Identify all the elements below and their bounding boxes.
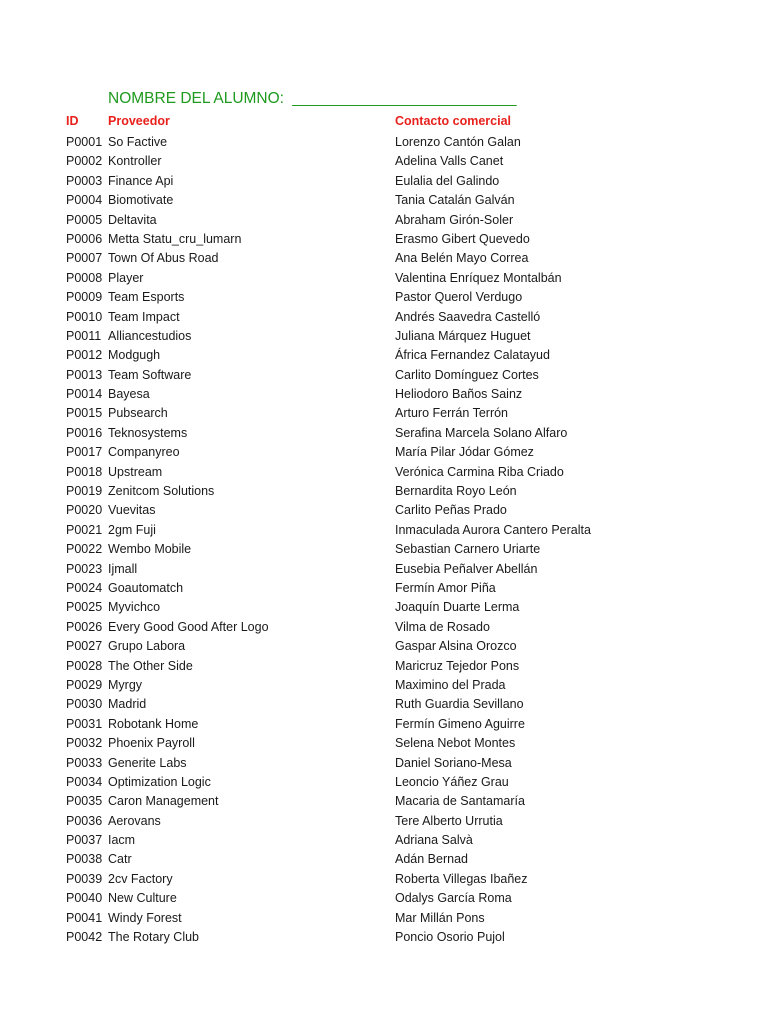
row-id: P0001 [66, 135, 103, 149]
row-proveedor: Grupo Labora [108, 639, 186, 654]
row-contacto: Pastor Querol Verdugo [395, 290, 523, 305]
row-proveedor: Team Esports [108, 290, 185, 305]
row-proveedor: So Factive [108, 135, 168, 149]
row-proveedor: Caron Management [108, 794, 219, 809]
row-id: P0014 [66, 387, 103, 402]
table-row [0, 909, 768, 928]
table-row [0, 734, 768, 753]
row-id: P0032 [66, 736, 103, 751]
table-row [0, 327, 768, 346]
row-proveedor: Metta Statu_cru_lumarn [108, 231, 242, 246]
table-row [0, 366, 768, 385]
row-proveedor: Team Impact [108, 309, 180, 324]
table-row [0, 463, 768, 482]
row-id: P0036 [66, 813, 103, 828]
table-row [0, 443, 768, 462]
row-proveedor: Vuevitas [108, 503, 156, 518]
row-proveedor: Zenitcom Solutions [108, 484, 215, 499]
student-name-line [108, 90, 516, 108]
table-row [0, 385, 768, 404]
row-contacto: Sebastian Carnero Uriarte [395, 542, 541, 557]
table-header [0, 114, 768, 133]
table-row [0, 792, 768, 811]
row-proveedor: Teknosystems [108, 425, 188, 440]
row-proveedor: Goautomatch [108, 580, 184, 595]
row-id: P0022 [66, 542, 103, 557]
table-row [0, 288, 768, 307]
row-id: P0030 [66, 697, 103, 712]
row-contacto: Daniel Soriano-Mesa [395, 755, 512, 770]
header-contacto: Contacto comercial [395, 114, 512, 128]
table-row [0, 172, 768, 191]
table-row [0, 870, 768, 889]
table-row [0, 424, 768, 443]
table-row [0, 889, 768, 908]
row-id: P0006 [66, 231, 103, 246]
table-row [0, 404, 768, 423]
row-proveedor: Phoenix Payroll [108, 736, 195, 751]
table-row [0, 831, 768, 850]
row-proveedor: Town Of Abus Road [108, 251, 219, 266]
row-contacto: Eusebia Peñalver Abellán [395, 561, 538, 576]
row-id: P0035 [66, 794, 103, 809]
row-contacto: Lorenzo Cantón Galan [395, 135, 521, 149]
table-row [0, 269, 768, 288]
row-contacto: Valentina Enríquez Montalbán [395, 270, 562, 285]
table-row [0, 191, 768, 210]
row-id: P0026 [66, 619, 103, 634]
row-contacto: Ruth Guardia Sevillano [395, 697, 524, 712]
table-row [0, 657, 768, 676]
row-contacto: Tere Alberto Urrutia [395, 813, 503, 828]
row-proveedor: Alliancestudios [108, 328, 192, 343]
table-row [0, 521, 768, 540]
row-proveedor: Deltavita [108, 212, 157, 227]
header-proveedor: Proveedor [108, 114, 170, 128]
row-proveedor: Generite Labs [108, 755, 187, 770]
table-row [0, 637, 768, 656]
student-name-blank: __________________________ [292, 90, 517, 107]
row-proveedor: Optimization Logic [108, 774, 211, 789]
row-id: P0010 [66, 309, 103, 324]
row-id: P0012 [66, 348, 103, 363]
row-contacto: Eulalia del Galindo [395, 173, 500, 188]
row-contacto: Macaria de Santamaría [395, 794, 525, 809]
row-proveedor: Aerovans [108, 813, 161, 828]
table-row [0, 152, 768, 171]
row-proveedor: Bayesa [108, 387, 150, 402]
row-proveedor: 2gm Fuji [108, 522, 156, 537]
table-row [0, 249, 768, 268]
row-contacto: Fermín Gimeno Aguirre [395, 716, 525, 731]
row-id: P0038 [66, 852, 103, 867]
row-id: P0020 [66, 503, 103, 518]
row-contacto: Fermín Amor Piña [395, 580, 496, 595]
row-contacto: Selena Nebot Montes [395, 736, 516, 751]
row-proveedor: Finance Api [108, 173, 174, 188]
row-proveedor: Player [108, 270, 144, 285]
table-row [0, 928, 768, 947]
table-row [0, 482, 768, 501]
row-contacto: Tania Catalán Galván [395, 193, 515, 208]
row-id: P0034 [66, 774, 103, 789]
row-id: P0028 [66, 658, 103, 673]
row-contacto: Gaspar Alsina Orozco [395, 639, 517, 654]
row-contacto: Arturo Ferrán Terrón [395, 406, 509, 421]
row-id: P0029 [66, 677, 103, 692]
student-name-label: NOMBRE DEL ALUMNO: [108, 90, 284, 107]
row-contacto: Mar Millán Pons [395, 910, 485, 925]
row-proveedor: Iacm [108, 833, 136, 848]
row-id: P0031 [66, 716, 103, 731]
row-id: P0037 [66, 833, 103, 848]
header-id: ID [66, 114, 79, 128]
table-row [0, 560, 768, 579]
row-contacto: Maximino del Prada [395, 677, 506, 692]
table-row [0, 676, 768, 695]
row-id: P0015 [66, 406, 103, 421]
row-proveedor: Pubsearch [108, 406, 168, 421]
row-contacto: Maricruz Tejedor Pons [395, 658, 520, 673]
table-row [0, 579, 768, 598]
row-proveedor: The Rotary Club [108, 930, 200, 945]
row-id: P0016 [66, 425, 103, 440]
table-row [0, 773, 768, 792]
row-contacto: Vilma de Rosado [395, 619, 490, 634]
row-proveedor: Every Good Good After Logo [108, 619, 269, 634]
row-proveedor: The Other Side [108, 658, 193, 673]
row-id: P0011 [66, 328, 102, 343]
row-contacto: Adán Bernad [395, 852, 468, 867]
row-contacto: Ana Belén Mayo Correa [395, 251, 529, 266]
row-proveedor: Madrid [108, 697, 147, 712]
row-id: P0019 [66, 484, 103, 499]
row-id: P0021 [66, 522, 103, 537]
row-id: P0042 [66, 930, 103, 945]
row-contacto: Adriana Salvà [395, 833, 473, 848]
row-contacto: Adelina Valls Canet [395, 154, 504, 169]
table-row [0, 346, 768, 365]
table-row [0, 812, 768, 831]
row-id: P0018 [66, 464, 103, 479]
row-proveedor: Ijmall [108, 561, 138, 576]
row-proveedor: Robotank Home [108, 716, 199, 731]
table-row [0, 230, 768, 249]
row-id: P0033 [66, 755, 103, 770]
row-proveedor: Kontroller [108, 154, 162, 169]
row-contacto: María Pilar Jódar Gómez [395, 445, 534, 460]
row-proveedor: 2cv Factory [108, 871, 173, 886]
row-id: P0008 [66, 270, 103, 285]
row-id: P0023 [66, 561, 103, 576]
table-row [0, 211, 768, 230]
table-row [0, 618, 768, 637]
row-proveedor: Companyreo [108, 445, 180, 460]
row-id: P0003 [66, 173, 103, 188]
row-contacto: Carlito Domínguez Cortes [395, 367, 539, 382]
row-contacto: África Fernandez Calatayud [395, 348, 550, 363]
row-proveedor: Upstream [108, 464, 163, 479]
row-contacto: Abraham Girón-Soler [395, 212, 514, 227]
row-contacto: Heliodoro Baños Sainz [395, 387, 523, 402]
row-proveedor: Catr [108, 852, 132, 867]
row-contacto: Roberta Villegas Ibañez [395, 871, 528, 886]
table-row [0, 308, 768, 327]
row-id: P0007 [66, 251, 103, 266]
row-proveedor: Modgugh [108, 348, 161, 363]
row-contacto: Leoncio Yáñez Grau [395, 774, 509, 789]
row-id: P0040 [66, 891, 103, 906]
row-proveedor: Wembo Mobile [108, 542, 192, 557]
row-id: P0004 [66, 193, 103, 208]
row-id: P0024 [66, 580, 103, 595]
row-contacto: Juliana Márquez Huguet [395, 328, 531, 343]
row-contacto: Poncio Osorio Pujol [395, 930, 505, 945]
row-id: P0039 [66, 871, 103, 886]
row-contacto: Inmaculada Aurora Cantero Peralta [395, 522, 591, 537]
row-proveedor: Myrgy [108, 677, 143, 692]
row-id: P0027 [66, 639, 103, 654]
row-id: P0009 [66, 290, 103, 305]
row-id: P0025 [66, 600, 103, 615]
table-row [0, 540, 768, 559]
table-row [0, 598, 768, 617]
row-proveedor: Windy Forest [108, 910, 182, 925]
row-proveedor: New Culture [108, 891, 177, 906]
row-contacto: Erasmo Gibert Quevedo [395, 231, 530, 246]
row-proveedor: Biomotivate [108, 193, 174, 208]
row-contacto: Joaquín Duarte Lerma [395, 600, 520, 615]
row-contacto: Andrés Saavedra Castelló [395, 309, 541, 324]
row-contacto: Odalys García Roma [395, 891, 512, 906]
table-row [0, 695, 768, 714]
row-id: P0002 [66, 154, 103, 169]
row-id: P0017 [66, 445, 103, 460]
row-contacto: Bernardita Royo León [395, 484, 517, 499]
table-row [0, 850, 768, 869]
row-contacto: Verónica Carmina Riba Criado [395, 464, 564, 479]
table-row [0, 715, 768, 734]
row-id: P0005 [66, 212, 103, 227]
table-body [0, 133, 768, 947]
row-proveedor: Myvichco [108, 600, 161, 615]
row-id: P0041 [66, 910, 103, 925]
table-row [0, 501, 768, 520]
table-row [0, 754, 768, 773]
row-proveedor: Team Software [108, 367, 192, 382]
row-contacto: Carlito Peñas Prado [395, 503, 507, 518]
row-contacto: Serafina Marcela Solano Alfaro [395, 425, 568, 440]
table-row [0, 133, 768, 152]
row-id: P0013 [66, 367, 103, 382]
